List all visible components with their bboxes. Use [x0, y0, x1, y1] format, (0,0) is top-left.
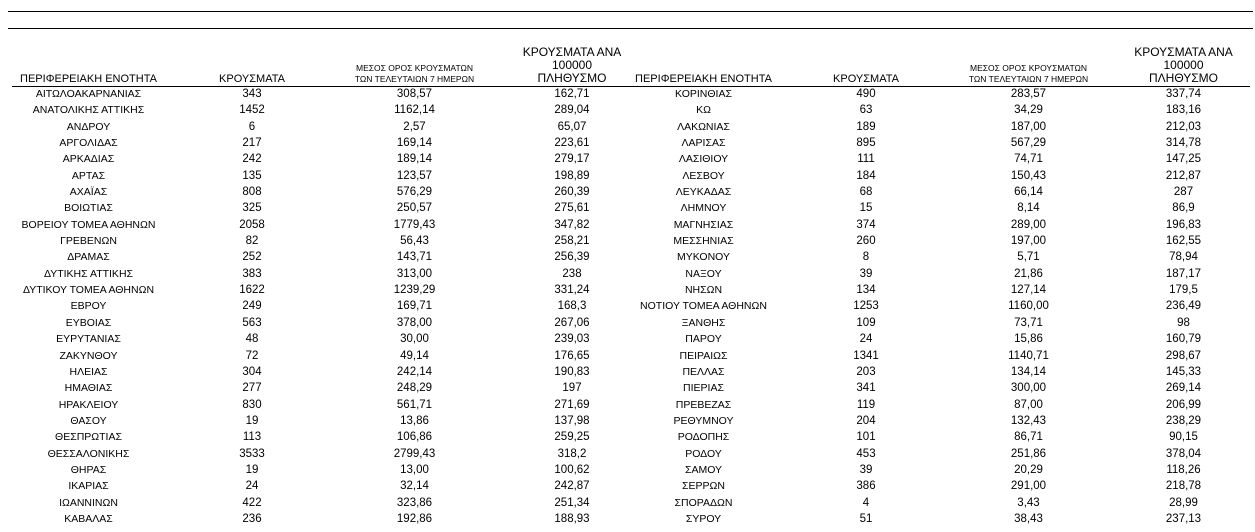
avg7-cell: 1779,43 [393, 218, 436, 231]
per100k-cell: 223,61 [554, 137, 590, 150]
region-cell: ΛΑΣΙΘΙΟΥ [678, 153, 729, 166]
header-avg7 [941, 52, 1116, 86]
region-cell: ΝΗΣΩΝ [684, 284, 723, 297]
per100k-cell: 197 [562, 382, 582, 395]
header-avg7-line2: ΤΩΝ ΤΕΛΕΥΤΑΙΩΝ 7 ΗΜΕΡΩΝ [968, 74, 1089, 84]
per100k-cell: 137,98 [554, 414, 590, 427]
region-cell: ΗΜΑΘΙΑΣ [64, 382, 113, 395]
per100k-cell: 331,24 [554, 284, 590, 297]
region-cell: ΘΕΣΠΡΩΤΙΑΣ [55, 431, 122, 444]
avg7-cell: 15,86 [1014, 333, 1043, 346]
avg7-cell: 1160,00 [1008, 300, 1049, 313]
region-cell: ΓΡΕΒΕΝΩΝ [60, 235, 117, 248]
header-per100k-line1: ΚΡΟΥΣΜΑΤΑ ΑΝΑ 100000 [1134, 45, 1233, 72]
cases-cell: 422 [242, 496, 262, 509]
region-cell: ΣΥΡΟΥ [685, 512, 722, 525]
avg7-cell: 143,71 [396, 251, 433, 264]
region-cell: ΞΑΝΘΗΣ [681, 316, 726, 329]
avg7-cell: 169,71 [396, 300, 433, 313]
region-cell: ΙΚΑΡΙΑΣ [68, 480, 109, 493]
per100k-cell: 100,62 [554, 463, 590, 476]
header-region: ΠΕΡΙΦΕΡΕΙΑΚΗ ΕΝΟΤΗΤΑ [20, 73, 157, 85]
region-cell: ΡΟΔΟΥ [685, 447, 722, 460]
per100k-cell: 275,61 [554, 202, 590, 215]
per100k-cell: 337,74 [1165, 88, 1202, 100]
region-cell: ΡΕΘΥΜΝΟΥ [673, 414, 734, 427]
region-cell: ΕΒΡΟΥ [70, 300, 107, 313]
cases-cell: 24 [245, 480, 259, 493]
header-cases: ΚΡΟΥΣΜΑΤΑ [833, 73, 899, 85]
per100k-cell: 218,78 [1165, 480, 1202, 493]
cases-cell: 2058 [239, 218, 265, 231]
second-rule [8, 28, 1253, 29]
header-cases: ΚΡΟΥΣΜΑΤΑ [219, 73, 285, 85]
per100k-cell: 256,39 [554, 251, 590, 264]
region-cell: ΑΝΔΡΟΥ [66, 120, 111, 133]
avg7-cell: 1140,71 [1008, 349, 1049, 362]
avg7-cell: 73,71 [1014, 316, 1043, 329]
per100k-cell: 179,5 [1169, 284, 1198, 297]
cases-cell: 1622 [239, 284, 265, 297]
left-table [0, 45, 642, 527]
cases-cell: 203 [856, 365, 876, 378]
per100k-cell: 298,67 [1165, 349, 1202, 362]
avg7-cell: 308,57 [396, 88, 433, 100]
avg7-cell: 248,29 [396, 382, 433, 395]
avg7-cell: 21,86 [1014, 267, 1043, 280]
per100k-cell: 251,34 [554, 496, 590, 509]
avg7-cell: 323,86 [396, 496, 433, 509]
per100k-cell: 162,71 [554, 88, 590, 100]
avg7-cell: 2799,43 [393, 447, 436, 460]
region-cell: ΕΥΡΥΤΑΝΙΑΣ [56, 333, 121, 346]
header-per100k [1116, 45, 1251, 86]
cases-cell: 1452 [239, 104, 265, 117]
header-avg7-line2: ΤΩΝ ΤΕΛΕΥΤΑΙΩΝ 7 ΗΜΕΡΩΝ [354, 74, 475, 84]
per100k-cell: 239,03 [554, 333, 590, 346]
per100k-cell: 271,69 [554, 398, 590, 411]
cases-cell: 39 [859, 267, 873, 280]
cases-cell: 39 [859, 463, 873, 476]
cases-cell: 111 [857, 153, 875, 166]
avg7-cell: 13,00 [400, 463, 429, 476]
cases-cell: 204 [856, 414, 876, 427]
cases-cell: 134 [856, 284, 876, 297]
per100k-cell: 206,99 [1165, 398, 1202, 411]
per100k-cell: 267,06 [554, 316, 590, 329]
per100k-cell: 260,39 [554, 186, 590, 199]
avg7-cell: 378,00 [396, 316, 433, 329]
region-cell: ΕΥΒΟΙΑΣ [65, 316, 112, 329]
cases-cell: 113 [242, 431, 262, 444]
cases-cell: 242 [242, 153, 262, 166]
region-cell: ΠΡΕΒΕΖΑΣ [675, 398, 732, 411]
cases-cell: 51 [859, 512, 873, 525]
avg7-cell: 192,86 [396, 512, 433, 525]
cases-cell: 15 [859, 202, 873, 215]
region-cell: ΔΥΤΙΚΗΣ ΑΤΤΙΚΗΣ [43, 267, 134, 280]
avg7-cell: 66,14 [1014, 186, 1043, 199]
region-cell: ΠΕΛΛΑΣ [682, 365, 725, 378]
region-cell: ΛΕΣΒΟΥ [682, 169, 725, 182]
header-per100k-line2: ΠΛΗΘΥΣΜΟ [1148, 71, 1219, 85]
avg7-cell: 289,00 [1010, 218, 1047, 231]
cases-cell: 135 [242, 169, 262, 182]
cases-cell: 109 [856, 316, 876, 329]
avg7-cell: 127,14 [1010, 284, 1047, 297]
per100k-cell: 118,26 [1166, 463, 1201, 476]
avg7-cell: 123,57 [396, 169, 433, 182]
cases-cell: 249 [242, 300, 262, 313]
region-cell: ΑΡΓΟΛΙΔΑΣ [59, 137, 118, 150]
avg7-cell: 56,43 [400, 235, 429, 248]
region-cell: ΡΟΔΟΠΗΣ [677, 431, 730, 444]
per100k-cell: 145,33 [1165, 365, 1202, 378]
per100k-cell: 314,78 [1165, 137, 1202, 150]
region-cell: ΛΕΥΚΑΔΑΣ [675, 186, 732, 199]
region-cell: ΗΡΑΚΛΕΙΟΥ [58, 398, 119, 411]
per100k-cell: 378,04 [1165, 447, 1202, 460]
region-cell: ΝΑΞΟΥ [685, 267, 722, 280]
cases-cell: 830 [242, 398, 262, 411]
per100k-cell: 289,04 [554, 104, 590, 117]
avg7-cell: 197,00 [1010, 235, 1047, 248]
region-cell: ΛΗΜΝΟΥ [680, 202, 727, 215]
cases-cell: 341 [856, 382, 876, 395]
cases-cell: 277 [242, 382, 262, 395]
avg7-cell: 2,57 [403, 120, 426, 133]
avg7-cell: 13,86 [400, 414, 429, 427]
cases-cell: 4 [862, 496, 870, 509]
cases-cell: 374 [856, 218, 876, 231]
cases-cell: 19 [245, 463, 259, 476]
avg7-cell: 187,00 [1010, 120, 1047, 133]
per100k-cell: 269,14 [1165, 382, 1202, 395]
avg7-cell: 5,71 [1017, 251, 1040, 264]
avg7-cell: 169,14 [396, 137, 433, 150]
region-cell: ΝΟΤΙΟΥ ΤΟΜΕΑ ΑΘΗΝΩΝ [640, 300, 767, 313]
avg7-cell: 1239,29 [393, 284, 436, 297]
region-cell: ΑΧΑΪΑΣ [69, 186, 108, 199]
avg7-cell: 34,29 [1014, 104, 1043, 117]
per100k-cell: 78,94 [1169, 251, 1198, 264]
cases-cell: 6 [248, 120, 256, 133]
cases-cell: 63 [859, 104, 873, 117]
per100k-cell: 162,55 [1165, 235, 1202, 248]
header-per100k-line1: ΚΡΟΥΣΜΑΤΑ ΑΝΑ 100000 [522, 45, 622, 72]
cases-cell: 453 [856, 447, 876, 460]
avg7-cell: 283,57 [1010, 88, 1047, 100]
per100k-cell: 190,83 [554, 365, 590, 378]
cases-cell: 119 [856, 398, 876, 411]
per100k-cell: 212,87 [1165, 169, 1202, 182]
avg7-cell: 30,00 [400, 333, 429, 346]
cases-cell: 82 [245, 235, 259, 248]
region-cell: ΠΕΙΡΑΙΩΣ [679, 349, 728, 362]
region-cell: ΣΑΜΟΥ [684, 463, 723, 476]
region-cell: ΒΟΙΩΤΙΑΣ [64, 202, 113, 215]
cases-cell: 189 [856, 120, 876, 133]
region-cell: ΑΡΚΑΔΙΑΣ [62, 153, 115, 166]
cases-cell: 252 [242, 251, 262, 264]
avg7-cell: 38,43 [1014, 512, 1043, 525]
per100k-cell: 198,89 [554, 169, 590, 182]
per100k-cell: 258,21 [554, 235, 590, 248]
region-cell: ΜΥΚΟΝΟΥ [676, 251, 730, 264]
region-cell: ΘΕΣΣΑΛΟΝΙΚΗΣ [47, 447, 130, 460]
avg7-cell: 561,71 [396, 398, 433, 411]
region-cell: ΑΡΤΑΣ [71, 169, 106, 182]
region-cell: ΠΙΕΡΙΑΣ [683, 382, 724, 395]
per100k-cell: 238 [562, 267, 582, 280]
cases-cell: 101 [856, 431, 876, 444]
per100k-cell: 259,25 [554, 431, 590, 444]
header-avg7-line1: ΜΕΣΟΣ ΟΡΟΣ ΚΡΟΥΣΜΑΤΩΝ [356, 63, 473, 73]
region-cell: ΔΡΑΜΑΣ [67, 251, 110, 264]
header-per100k-line2: ΠΛΗΘΥΣΜΟ [537, 71, 607, 85]
cases-cell: 1253 [853, 300, 879, 313]
cases-cell: 808 [242, 186, 262, 199]
per100k-cell: 176,65 [554, 349, 590, 362]
cases-cell: 490 [856, 88, 876, 100]
per100k-cell: 196,83 [1165, 218, 1202, 231]
avg7-cell: 86,71 [1014, 431, 1043, 444]
cases-cell: 304 [242, 365, 262, 378]
avg7-cell: 106,86 [396, 431, 433, 444]
per100k-cell: 347,82 [554, 218, 590, 231]
cases-cell: 563 [242, 316, 262, 329]
cases-cell: 72 [245, 349, 259, 362]
region-cell: ΚΑΒΑΛΑΣ [64, 512, 113, 525]
region-cell: ΘΑΣΟΥ [70, 414, 107, 427]
per100k-cell: 147,25 [1165, 153, 1202, 166]
avg7-cell: 291,00 [1010, 480, 1047, 493]
avg7-cell: 49,14 [400, 349, 429, 362]
region-cell: ΣΕΡΡΩΝ [682, 480, 725, 493]
per100k-cell: 237,13 [1165, 512, 1202, 525]
avg7-cell: 134,14 [1010, 365, 1047, 378]
region-cell: ΖΑΚΥΝΘΟΥ [59, 349, 118, 362]
region-cell: ΣΠΟΡΑΔΩΝ [674, 496, 733, 509]
region-cell: ΜΕΣΣΗΝΙΑΣ [673, 235, 734, 248]
avg7-cell: 300,00 [1010, 382, 1047, 395]
per100k-cell: 65,07 [557, 120, 587, 133]
region-cell: ΒΟΡΕΙΟΥ ΤΟΜΕΑ ΑΘΗΝΩΝ [21, 218, 156, 231]
per100k-cell: 236,49 [1165, 300, 1202, 313]
cases-cell: 1341 [853, 349, 879, 362]
avg7-cell: 313,00 [396, 267, 433, 280]
avg7-cell: 189,14 [396, 153, 433, 166]
per100k-cell: 187,17 [1165, 267, 1202, 280]
per100k-cell: 183,16 [1165, 104, 1202, 117]
region-cell: ΔΥΤΙΚΟΥ ΤΟΜΕΑ ΑΘΗΝΩΝ [22, 284, 155, 297]
avg7-cell: 32,14 [400, 480, 429, 493]
top-rule [8, 11, 1253, 12]
avg7-cell: 8,14 [1017, 202, 1040, 215]
cases-cell: 217 [242, 137, 262, 150]
region-cell: ΑΙΤΩΛΟΑΚΑΡΝΑΝΙΑΣ [35, 88, 142, 100]
per100k-cell: 212,03 [1165, 120, 1202, 133]
cases-cell: 260 [856, 235, 876, 248]
avg7-cell: 1162,14 [394, 104, 435, 117]
avg7-cell: 87,00 [1014, 398, 1043, 411]
region-cell: ΙΩΑΝΝΙΝΩΝ [59, 496, 118, 509]
per100k-cell: 98 [1177, 316, 1190, 329]
header-underline-left [12, 86, 642, 87]
right-table [616, 45, 1251, 527]
cases-cell: 383 [242, 267, 262, 280]
header-avg7-line1: ΜΕΣΟΣ ΟΡΟΣ ΚΡΟΥΣΜΑΤΩΝ [970, 63, 1087, 73]
avg7-cell: 251,86 [1010, 447, 1047, 460]
per100k-cell: 86,9 [1172, 202, 1195, 215]
region-cell: ΛΑΡΙΣΑΣ [681, 137, 726, 150]
cases-cell: 48 [245, 333, 259, 346]
cases-cell: 236 [242, 512, 262, 525]
per100k-cell: 168,3 [557, 300, 587, 313]
cases-cell: 8 [862, 251, 870, 264]
cases-cell: 386 [856, 480, 876, 493]
cases-cell: 68 [859, 186, 873, 199]
header-underline-right [640, 86, 1250, 87]
header-region: ΠΕΡΙΦΕΡΕΙΑΚΗ ΕΝΟΤΗΤΑ [635, 73, 772, 85]
avg7-cell: 567,29 [1010, 137, 1047, 150]
avg7-cell: 150,43 [1010, 169, 1047, 182]
region-cell: ΘΗΡΑΣ [70, 463, 107, 476]
avg7-cell: 250,57 [396, 202, 433, 215]
region-cell: ΑΝΑΤΟΛΙΚΗΣ ΑΤΤΙΚΗΣ [32, 104, 145, 117]
avg7-cell: 3,43 [1017, 496, 1040, 509]
cases-cell: 184 [856, 169, 876, 182]
per100k-cell: 28,99 [1169, 496, 1198, 509]
per100k-cell: 287 [1173, 186, 1194, 199]
per100k-cell: 188,93 [554, 512, 590, 525]
cases-cell: 325 [242, 202, 262, 215]
avg7-cell: 132,43 [1010, 414, 1047, 427]
per100k-cell: 90,15 [1169, 431, 1198, 444]
cases-cell: 343 [242, 88, 262, 100]
region-cell: ΚΩ [696, 104, 711, 117]
avg7-cell: 74,71 [1014, 153, 1043, 166]
per100k-cell: 160,79 [1165, 333, 1202, 346]
cases-cell: 3533 [239, 447, 265, 460]
cases-cell: 19 [245, 414, 259, 427]
per100k-cell: 242,87 [554, 480, 590, 493]
region-cell: ΜΑΓΝΗΣΙΑΣ [673, 218, 734, 231]
per100k-cell: 318,2 [557, 447, 587, 460]
region-cell: ΠΑΡΟΥ [685, 333, 722, 346]
per100k-cell: 279,17 [554, 153, 590, 166]
region-cell: ΗΛΕΙΑΣ [69, 365, 108, 378]
header-avg7 [327, 52, 502, 86]
cases-cell: 895 [856, 137, 876, 150]
region-cell: ΛΑΚΩΝΙΑΣ [677, 120, 730, 133]
region-cell: ΚΟΡΙΝΘΙΑΣ [675, 88, 732, 100]
avg7-cell: 576,29 [396, 186, 433, 199]
avg7-cell: 242,14 [396, 365, 433, 378]
avg7-cell: 20,29 [1014, 463, 1043, 476]
cases-cell: 24 [859, 333, 873, 346]
per100k-cell: 238,29 [1165, 414, 1202, 427]
